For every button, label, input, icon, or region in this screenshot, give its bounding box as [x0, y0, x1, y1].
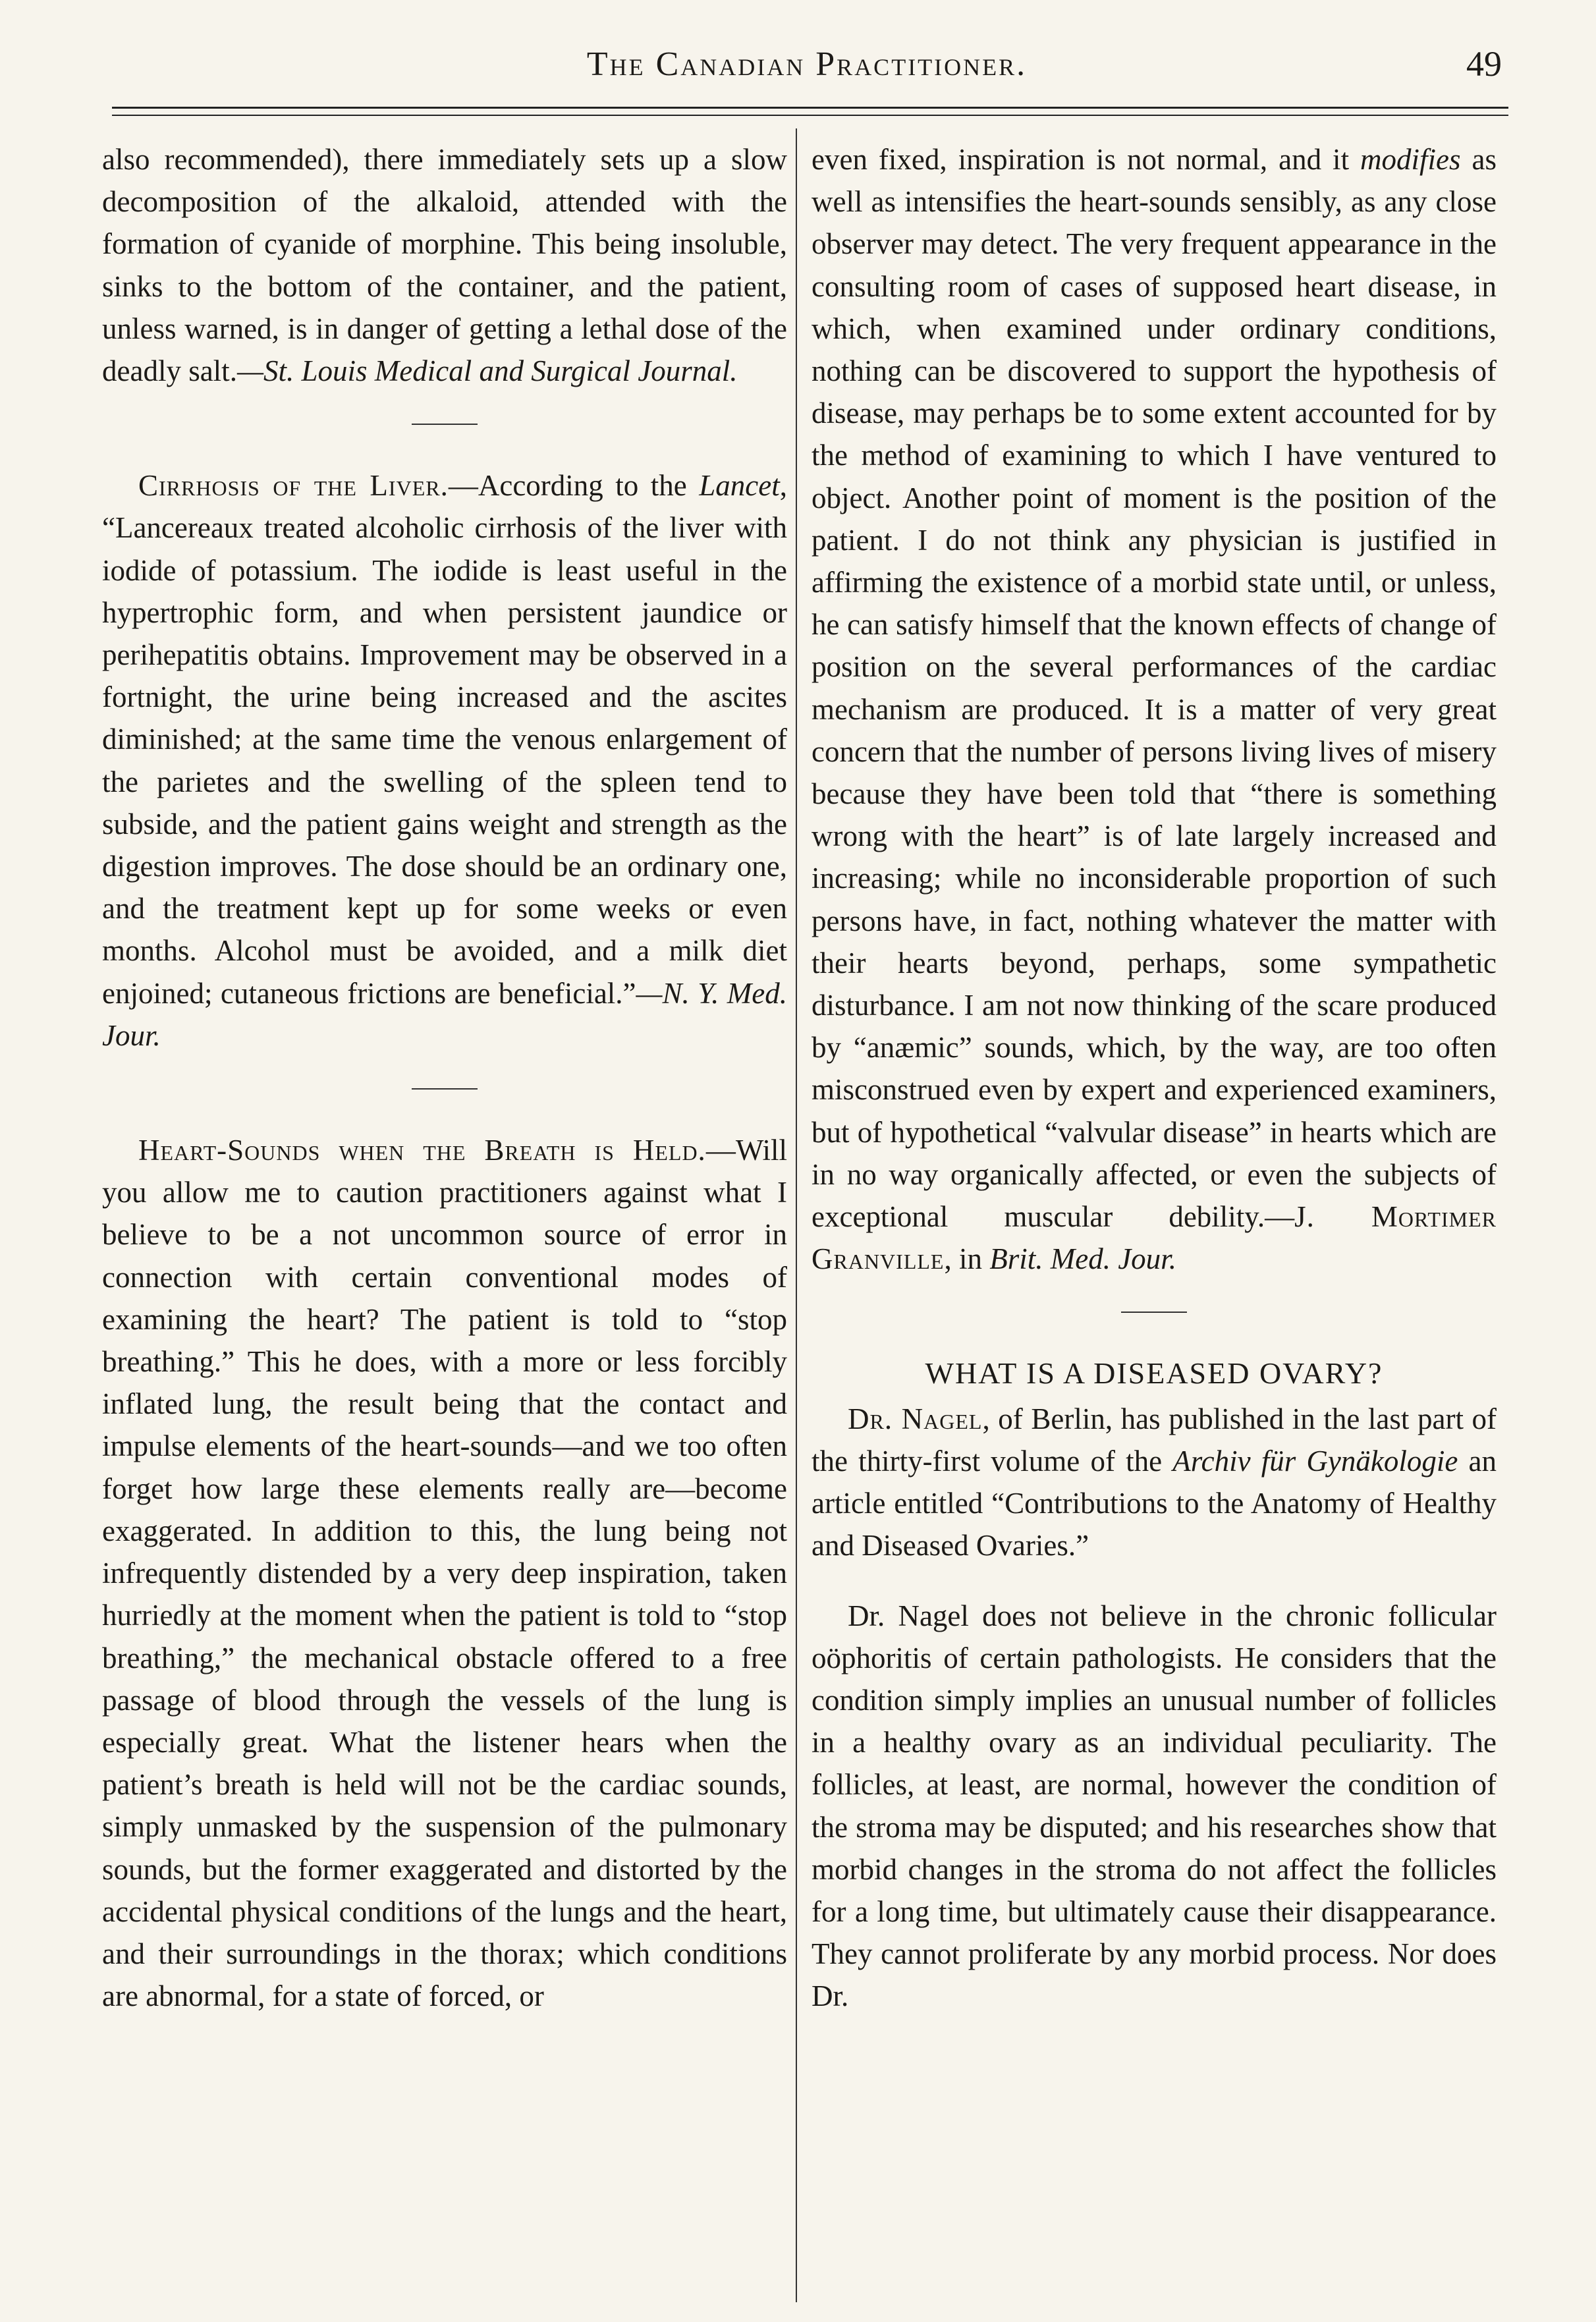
author-in: , in [944, 1242, 990, 1276]
ovary-paragraph-2: Dr. Nagel does not believe in the chronic follicular oöphoritis of certain pathologists. He considers that the condition simply implies an unusual number of follicles in a healthy ovary as an individual peculiarity. The follicles, at least, are normal, however the condition of the stroma may be disputed; and his researches show that morbid changes in the stroma do not affect the follicles for a long time, but ultimately cause their disappearance. They cannot proliferate by any morbid process. Nor does Dr. [812, 1599, 1497, 2013]
cirrhosis-lead: —According to the [448, 469, 700, 503]
left-column [102, 138, 787, 2017]
modifies-word: modifies [1360, 143, 1461, 176]
separator-rule [412, 424, 478, 425]
author-source: Brit. Med. Jour. [989, 1242, 1176, 1276]
author-name: J. Mortimer Granville [812, 1200, 1497, 1276]
heart-sounds-body: —Will you allow me to caution practitioners against what I believe to be a not uncommon source of error in connection with certain conventional modes of examining the heart? The patient is told to “stop breathing.” This he does, with a more or less forcibly inflated lung, the result being that the contact and impulse elements of the heart-sounds—and we too often forget how large these elements really are—become exaggerated. In addition to this, the lung being not infrequently distended by a very deep inspiration, taken hurriedly at the moment when the patient is told to “stop breathing,” the mechanical obstacle offered to a free passage of blood through the vessels of the lung is especially great. What the listener hears when the patient’s breath is held will not be the cardiac sounds, simply unmasked by the suspension of the pulmonary sounds, but the former exaggerated and distorted by the accidental physical conditions of the lungs and the heart, and their surroundings in the thorax; which conditions are abnormal, for a state of forced, or [102, 1134, 787, 2013]
continued-text-a: even fixed, inspiration is not normal, and it [812, 143, 1361, 176]
ovary-section-title: WHAT IS A DISEASED OVARY? [925, 1356, 1383, 1391]
cirrhosis-paragraph [102, 464, 787, 1057]
cirrhosis-heading: Cirrhosis of the Liver. [138, 469, 449, 503]
heart-sounds-continued [812, 138, 1497, 1280]
ovary-text-b: an article entitled “Contributions to the Anatomy of Healthy and Diseased Ovaries.” [812, 1444, 1497, 1562]
heart-sounds-paragraph [102, 1129, 787, 2017]
ovary-paragraph-1 [812, 1398, 1497, 1567]
continued-text-b: as well as intensifies the heart-sounds sensibly, as any close observer may detect. The very frequent appearance in the consulting room of cases of supposed heart disease, in which, when examined under ordinary conditions, nothing can be discovered to support the hypothesis of disease, may perhaps be to some extent accounted for by the method of examining to which I have ventured to object. Another point of moment is the position of the patient. I do not think any physician is justified in affirming the existence of a morbid state until, or unless, he can satisfy himself that the known effects of change of position on the several performances of the cardiac mechanism are produced. It is a matter of very great concern that the number of persons living lives of misery because they have been told that “there is something wrong with the heart” is of late largely increased and increasing; while no inconsiderable proportion of such persons have, in fact, nothing whatever the matter with their hearts beyond, perhaps, some sympathetic disturbance. I am not now thinking of the scare produced by “anæmic” sounds, which, by the way, are too often misconstrued even by expert and experienced examiners, but of hypothetical “valvular disease” in hearts which are in no way organically affected, or even the subjects of exceptional muscular debility.— [812, 143, 1497, 1234]
morphine-text: also recommended), there immediately sets up a slow decomposition of the alkaloid, attended with the formation of cyanide of morphine. This being insoluble, sinks to the bottom of the container, and the patient, unless warned, is in danger of getting a lethal dose of the deadly salt. [102, 143, 787, 388]
cirrhosis-body: , “Lancereaux treated alcoholic cirrhosis of the liver with iodide of potassium. The iodide is least useful in the hypertrophic form, and when persistent jaundice or perihepatitis obtains. Improvement may be observed in a fortnight, the urine being increased and the ascites diminished; at the same time the venous enlargement of the parietes and the swelling of the spleen tend to subside, and the patient gains weight and strength as the digestion improves. The dose should be an ordinary one, and the treatment kept up for some weeks or even months. Alcohol must be avoided, and a milk diet enjoined; cutaneous frictions are beneficial.” [102, 469, 787, 1010]
column-divider [796, 128, 797, 2302]
journal-title: Archiv für Gynäkologie [1172, 1444, 1458, 1478]
nagel-name: Dr. Nagel [848, 1402, 983, 1435]
page-header [99, 40, 1515, 99]
heart-sounds-heading: Heart-Sounds when the Breath is Held. [138, 1134, 706, 1167]
separator-rule [412, 1088, 478, 1090]
separator-rule [1121, 1312, 1187, 1313]
ovary-text-a: , of Berlin, has published in the last part of the thirty-first volume of the [812, 1402, 1497, 1478]
header-rule-double [112, 115, 1508, 116]
morphine-paragraph [102, 138, 787, 392]
right-column [812, 138, 1497, 2018]
header-rule [112, 107, 1508, 109]
running-title: The Canadian Practitioner. [586, 45, 1028, 83]
cirrhosis-source: —N. Y. Med. Jour. [102, 976, 787, 1052]
page-number: 49 [1466, 44, 1502, 84]
morphine-source: —St. Louis Medical and Surgical Journal. [236, 354, 738, 388]
lancet-title: Lancet [699, 469, 780, 503]
